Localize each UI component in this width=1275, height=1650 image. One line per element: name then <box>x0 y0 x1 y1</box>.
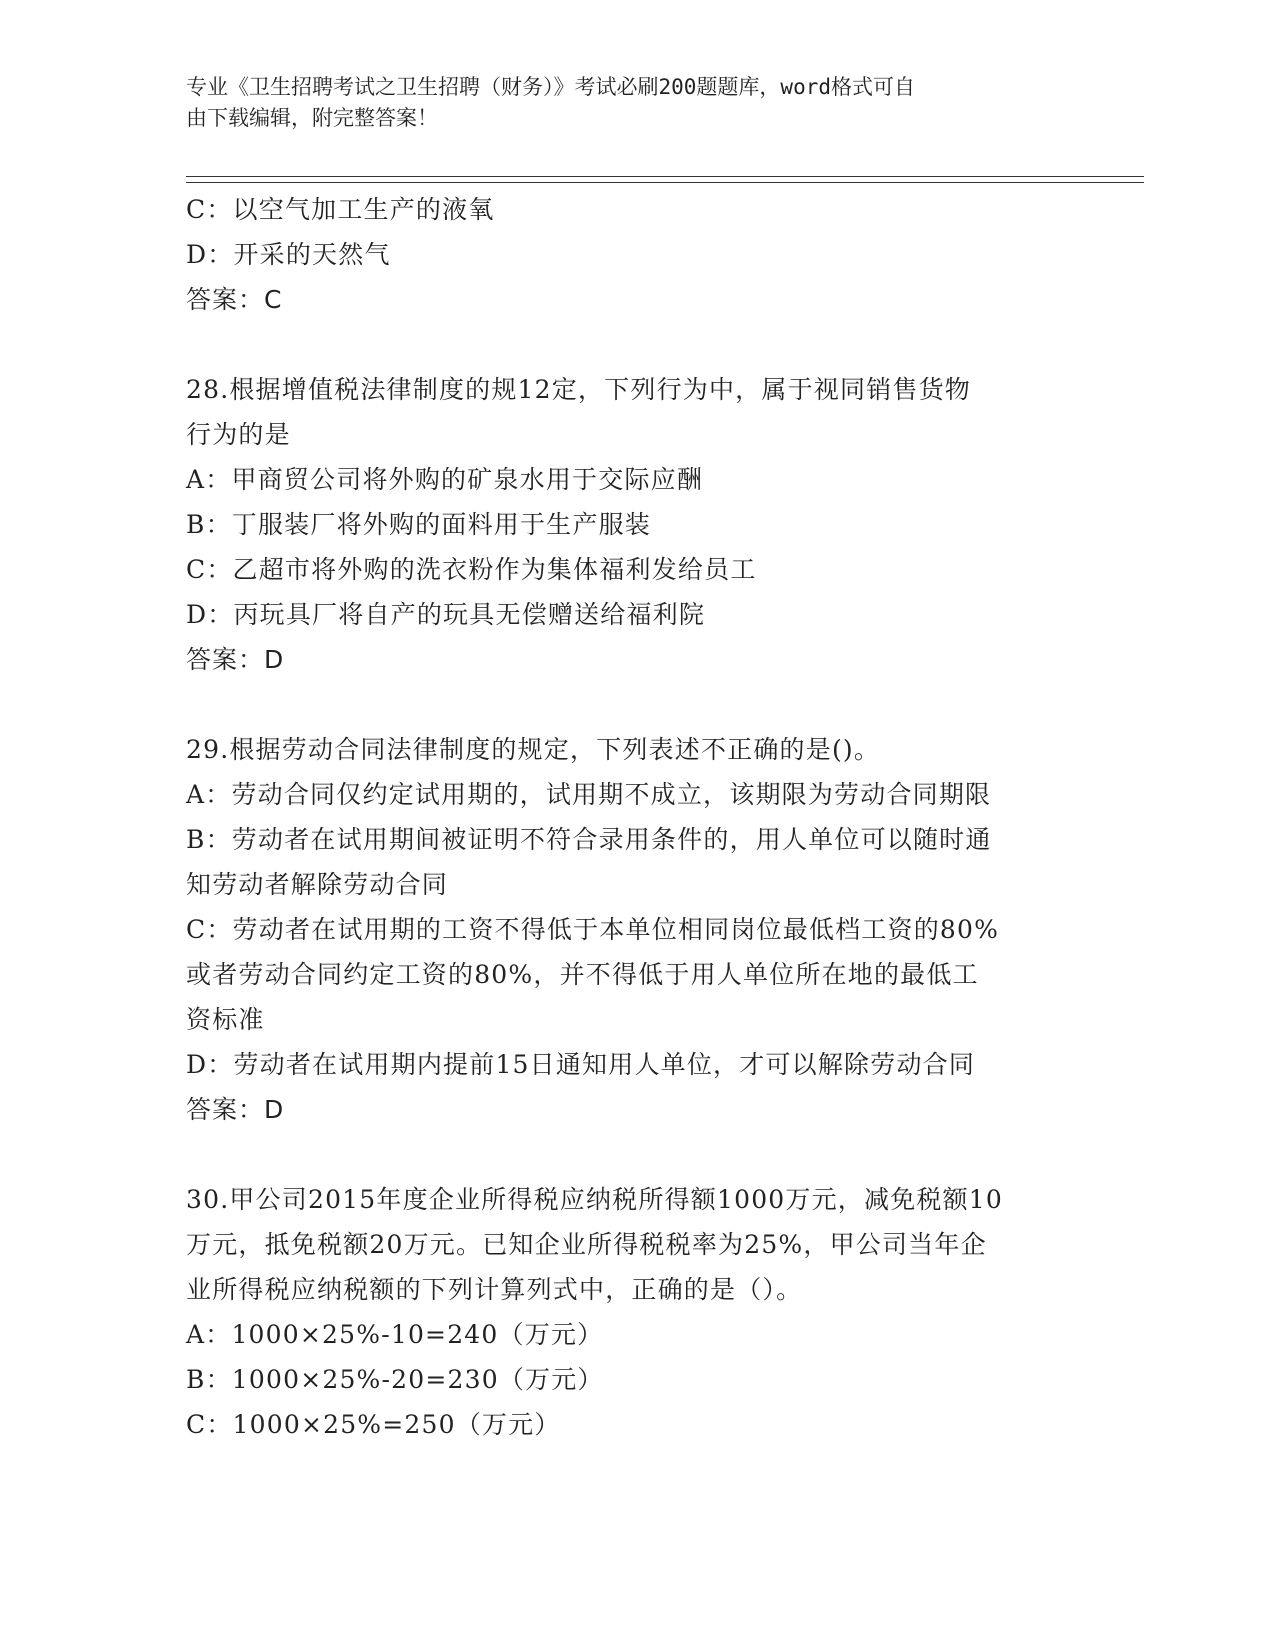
question-29-option-c-line-2: 或者劳动合同约定工资的80%，并不得低于用人单位所在地的最低工 <box>186 960 979 989</box>
question-27-option-c: C：以空气加工生产的液氧 <box>186 195 495 224</box>
question-29-option-b-line-1: B：劳动者在试用期间被证明不符合录用条件的，用人单位可以随时通 <box>186 825 992 854</box>
spacer <box>186 682 1086 727</box>
question-29-option-c-line-1: C：劳动者在试用期的工资不得低于本单位相同岗位最低档工资的80% <box>186 915 1000 944</box>
question-28-stem-line-2: 行为的是 <box>186 420 291 449</box>
spacer <box>186 1132 1086 1177</box>
question-27-option-d: D：开采的天然气 <box>186 240 391 269</box>
document-header <box>186 72 1066 134</box>
question-29-option-d: D：劳动者在试用期内提前15日通知用人单位，才可以解除劳动合同 <box>186 1050 976 1079</box>
question-28-answer: 答案：D <box>186 645 285 674</box>
question-29-option-a: A：劳动合同仅约定试用期的，试用期不成立，该期限为劳动合同期限 <box>186 780 992 809</box>
question-29 <box>186 727 1086 1132</box>
spacer <box>186 322 1086 367</box>
question-29-option-b-line-2: 知劳动者解除劳动合同 <box>186 870 449 899</box>
question-28-option-a: A：甲商贸公司将外购的矿泉水用于交际应酬 <box>186 465 704 494</box>
question-27 <box>186 187 1086 322</box>
question-27-answer: 答案：C <box>186 285 283 314</box>
question-28-option-d: D：丙玩具厂将自产的玩具无偿赠送给福利院 <box>186 600 706 629</box>
question-29-option-c-line-3: 资标准 <box>186 1005 265 1034</box>
header-line-2: 由下载编辑，附完整答案！ <box>186 106 438 130</box>
question-29-answer: 答案：D <box>186 1095 285 1124</box>
header-divider <box>186 176 1144 183</box>
question-30 <box>186 1177 1086 1447</box>
question-29-stem: 29.根据劳动合同法律制度的规定，下列表述不正确的是()。 <box>186 735 881 764</box>
question-30-option-a: A：1000×25%-10=240（万元） <box>186 1320 604 1349</box>
question-28-option-b: B：丁服装厂将外购的面料用于生产服装 <box>186 510 651 539</box>
question-30-stem-line-3: 业所得税应纳税额的下列计算列式中，正确的是（）。 <box>186 1275 803 1304</box>
document-body <box>186 187 1086 1447</box>
question-28-option-c: C：乙超市将外购的洗衣粉作为集体福利发给员工 <box>186 555 757 584</box>
question-28 <box>186 367 1086 682</box>
question-30-option-c: C：1000×25%=250（万元） <box>186 1410 561 1439</box>
question-28-stem-line-1: 28.根据增值税法律制度的规12定，下列行为中，属于视同销售货物 <box>186 375 971 404</box>
question-30-option-b: B：1000×25%-20=230（万元） <box>186 1365 604 1394</box>
question-30-stem-line-1: 30.甲公司2015年度企业所得税应纳税所得额1000万元，减免税额10 <box>186 1185 1004 1214</box>
header-line-1: 专业《卫生招聘考试之卫生招聘（财务）》考试必刷200题题库，word格式可自 <box>186 75 915 99</box>
question-30-stem-line-2: 万元，抵免税额20万元。已知企业所得税税率为25%，甲公司当年企 <box>186 1230 987 1259</box>
